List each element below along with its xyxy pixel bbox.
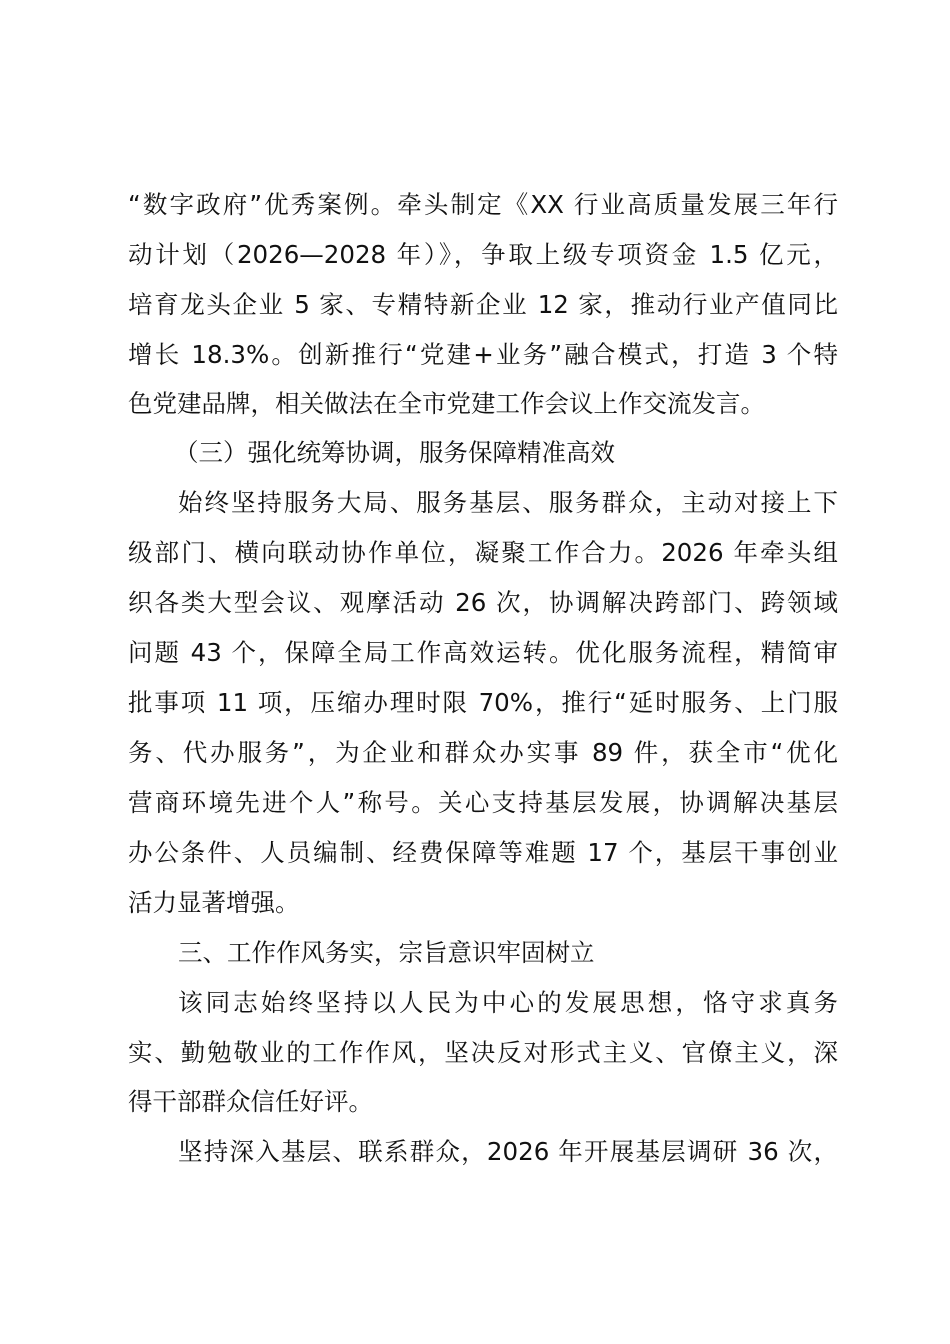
paragraph-line: 问题 43 个，保障全局工作高效运转。优化服务流程，精简审 <box>128 638 838 667</box>
paragraph-line: 坚持深入基层、联系群众，2026 年开展基层调研 36 次， <box>178 1137 838 1166</box>
subheading: （三）强化统筹协调，服务保障精准高效 <box>174 438 615 467</box>
paragraph-line: 级部门、横向联动协作单位，凝聚工作合力。2026 年牵头组 <box>128 538 838 567</box>
paragraph-line: 实、勤勉敬业的工作作风，坚决反对形式主义、官僚主义，深 <box>128 1038 838 1067</box>
paragraph-line: 色党建品牌，相关做法在全市党建工作会议上作交流发言。 <box>128 389 765 418</box>
paragraph-line: 务、代办服务”，为企业和群众办实事 89 件，获全市“优化 <box>128 738 838 767</box>
paragraph-line: 办公条件、人员编制、经费保障等难题 17 个，基层干事创业 <box>128 838 838 867</box>
paragraph-line: 营商环境先进个人”称号。关心支持基层发展，协调解决基层 <box>128 788 838 817</box>
section-heading: 三、工作作风务实，宗旨意识牢固树立 <box>178 938 595 967</box>
paragraph-line: 培育龙头企业 5 家、专精特新企业 12 家，推动行业产值同比 <box>128 290 838 319</box>
paragraph-line: 织各类大型会议、观摩活动 26 次，协调解决跨部门、跨领域 <box>128 588 838 617</box>
paragraph-line: 动计划（2026—2028 年）》，争取上级专项资金 1.5 亿元， <box>128 240 838 269</box>
paragraph-line: “数字政府”优秀案例。牵头制定《XX 行业高质量发展三年行 <box>128 190 838 219</box>
paragraph-line: 批事项 11 项，压缩办理时限 70%，推行“延时服务、上门服 <box>128 688 838 717</box>
paragraph-line: 该同志始终坚持以人民为中心的发展思想，恪守求真务 <box>178 988 838 1017</box>
paragraph-line: 活力显著增强。 <box>128 888 300 917</box>
paragraph-line: 始终坚持服务大局、服务基层、服务群众，主动对接上下 <box>178 488 838 517</box>
paragraph-line: 增长 18.3%。创新推行“党建+业务”融合模式，打造 3 个特 <box>128 340 838 369</box>
paragraph-line: 得干部群众信任好评。 <box>128 1087 373 1116</box>
